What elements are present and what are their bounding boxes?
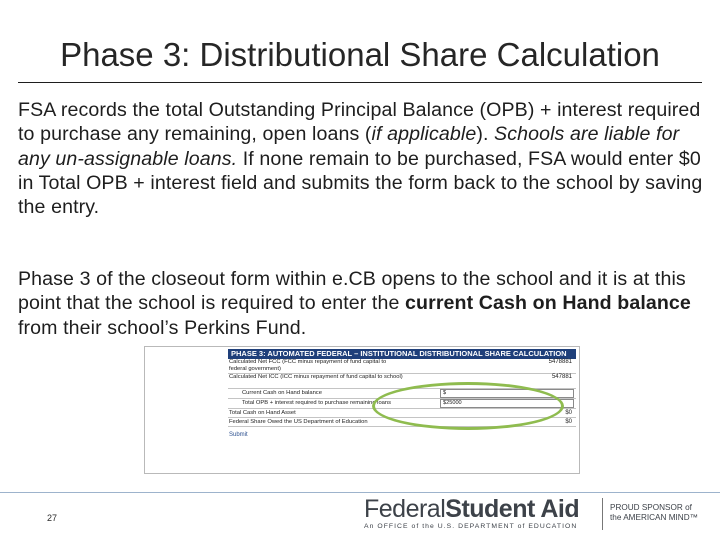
p1-italic-2: Schools are liable for any un-assignable loans. xyxy=(18,123,680,170)
title-underline xyxy=(18,82,702,83)
form-row-value: $0 xyxy=(565,409,572,416)
logo-word-federal: Federal xyxy=(364,495,446,523)
p2-bold-1: current Cash on Hand balance xyxy=(405,292,691,315)
form-row-label: Total OPB + interest required to purchase remaining loans xyxy=(242,400,392,407)
page-number: 27 xyxy=(47,513,58,523)
form-row-label: Calculated Net ICC (ICC minus repayment of fund capital to school) xyxy=(229,374,403,380)
form-row-label: Federal Share Owed the US Department of Education xyxy=(229,418,368,425)
paragraph-phase3 xyxy=(18,267,706,340)
p2-text-1: Phase 3 of the closeout form within e.CB opens to the school and it is at this point that the school is required to enter the xyxy=(18,268,686,315)
highlight-oval xyxy=(372,382,564,430)
form-row-value: 5478881 xyxy=(548,359,572,365)
total-opb-input[interactable]: $25000 xyxy=(440,399,574,408)
form-header: PHASE 3: AUTOMATED FEDERAL – INSTITUTIONAL DISTRIBUTIONAL SHARE CALCULATION xyxy=(228,349,576,359)
p1-text-2: ). xyxy=(476,123,495,146)
p1-text-3: If none remain to be purchased, FSA would enter $0 in Total OPB + interest field and submits the form back to the school by saving the entry. xyxy=(18,147,703,219)
sponsor-line-2: the AMERICAN MIND™ xyxy=(610,513,698,522)
slide-title: Phase 3: Distributional Share Calculation xyxy=(60,36,660,73)
logo-wordmark xyxy=(364,496,579,522)
logo-divider xyxy=(602,498,603,530)
p1-italic-1: if applicable xyxy=(371,123,477,146)
cash-on-hand-input[interactable]: $ xyxy=(440,389,574,398)
form-row-value: 547881 xyxy=(551,374,572,380)
form-row-label: Current Cash on Hand balance xyxy=(242,390,322,397)
logo-tagline: An OFFICE of the U.S. DEPARTMENT of EDUCATION xyxy=(364,523,578,530)
form-row-label: Calculated Net FCC (FCC minus repayment of fund capital to federal government) xyxy=(229,359,387,372)
sponsor-line-1: PROUD SPONSOR of xyxy=(610,503,692,512)
logo-word-student-aid: Student Aid xyxy=(445,495,580,523)
sponsor-text xyxy=(610,503,698,523)
form-row-net-fcc xyxy=(228,359,576,374)
p2-text-2: from their school’s Perkins Fund. xyxy=(18,316,307,339)
fsa-logo xyxy=(364,496,579,530)
form-row-label: Total Cash on Hand Asset xyxy=(229,409,296,416)
form-row-value: $0 xyxy=(565,418,572,425)
p1-text-1: FSA records the total Outstanding Principal Balance (OPB) + interest required to purchase any remaining, open loans ( xyxy=(18,99,701,146)
submit-link[interactable]: Submit xyxy=(229,432,248,438)
paragraph-fsa-records xyxy=(18,98,706,219)
footer-rule xyxy=(0,492,720,493)
